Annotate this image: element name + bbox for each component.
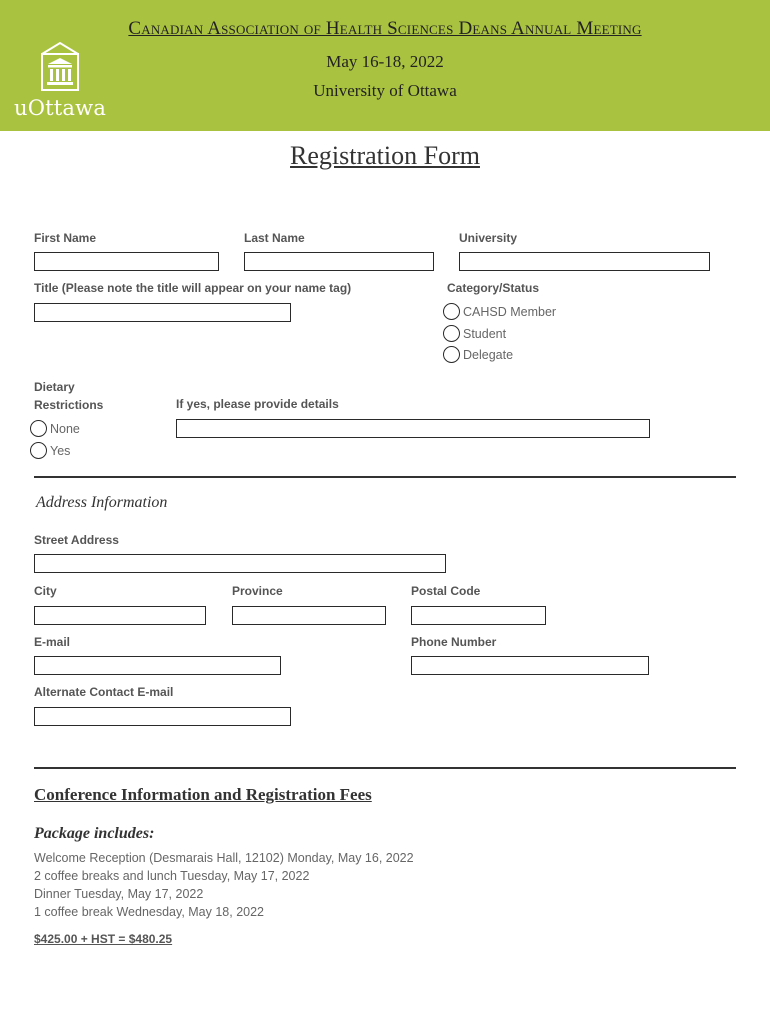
title-field[interactable] <box>34 303 291 322</box>
street-field[interactable] <box>34 554 446 573</box>
phone-label: Phone Number <box>411 635 497 649</box>
package-item: Dinner Tuesday, May 17, 2022 <box>34 887 204 901</box>
province-label: Province <box>232 584 283 598</box>
email-field[interactable] <box>34 656 281 675</box>
conference-section-title: Conference Information and Registration Fees <box>34 785 372 804</box>
last-name-label: Last Name <box>244 231 305 245</box>
alt-email-label: Alternate Contact E-mail <box>34 685 174 699</box>
section-divider <box>34 767 736 769</box>
category-option-student[interactable] <box>443 325 506 342</box>
option-label: Delegate <box>463 347 514 362</box>
province-field[interactable] <box>232 606 386 625</box>
radio-button[interactable] <box>443 325 460 342</box>
option-label: Student <box>463 326 507 341</box>
package-title: Package includes: <box>34 825 155 842</box>
street-label: Street Address <box>34 533 119 547</box>
title-label: Title (Please note the title will appear on your name tag) <box>34 281 352 295</box>
conference-title: Canadian Association of Health Sciences Deans Annual Meeting <box>128 18 642 39</box>
option-label: CAHSD Member <box>463 304 557 319</box>
category-label: Category/Status <box>447 281 540 295</box>
logo-text: uOttawa <box>14 96 107 120</box>
category-option-delegate[interactable] <box>443 346 513 363</box>
radio-button[interactable] <box>443 346 460 363</box>
radio-button[interactable] <box>30 442 47 459</box>
first-name-label: First Name <box>34 231 97 245</box>
university-field[interactable] <box>459 252 710 271</box>
dietary-label-line2: Restrictions <box>34 398 104 412</box>
conference-venue: University of Ottawa <box>313 81 457 100</box>
dietary-details-label: If yes, please provide details <box>176 397 339 411</box>
package-item: 1 coffee break Wednesday, May 18, 2022 <box>34 905 265 919</box>
dietary-label-line1: Dietary <box>34 380 75 394</box>
option-label: Yes <box>50 443 71 458</box>
email-label: E-mail <box>34 635 71 649</box>
university-label: University <box>459 231 518 245</box>
section-divider <box>34 476 736 478</box>
option-label: None <box>50 421 80 436</box>
radio-button[interactable] <box>30 420 47 437</box>
category-option-member[interactable] <box>443 303 556 320</box>
radio-button[interactable] <box>443 303 460 320</box>
city-label: City <box>34 584 57 598</box>
conference-date: May 16-18, 2022 <box>326 52 444 71</box>
form-title: Registration Form <box>290 141 480 170</box>
price-total: $425.00 + HST = $480.25 <box>34 932 173 946</box>
first-name-field[interactable] <box>34 252 219 271</box>
dietary-option-none[interactable] <box>30 420 80 437</box>
header-banner <box>0 0 770 131</box>
address-section-title: Address Information <box>36 494 168 511</box>
package-item: 2 coffee breaks and lunch Tuesday, May 17, 2022 <box>34 869 310 883</box>
dietary-details-field[interactable] <box>176 419 650 438</box>
alt-email-field[interactable] <box>34 707 291 726</box>
postal-field[interactable] <box>411 606 546 625</box>
dietary-option-yes[interactable] <box>30 442 70 459</box>
city-field[interactable] <box>34 606 206 625</box>
phone-field[interactable] <box>411 656 649 675</box>
last-name-field[interactable] <box>244 252 434 271</box>
postal-label: Postal Code <box>411 584 481 598</box>
package-item: Welcome Reception (Desmarais Hall, 12102) Monday, May 16, 2022 <box>34 851 414 865</box>
